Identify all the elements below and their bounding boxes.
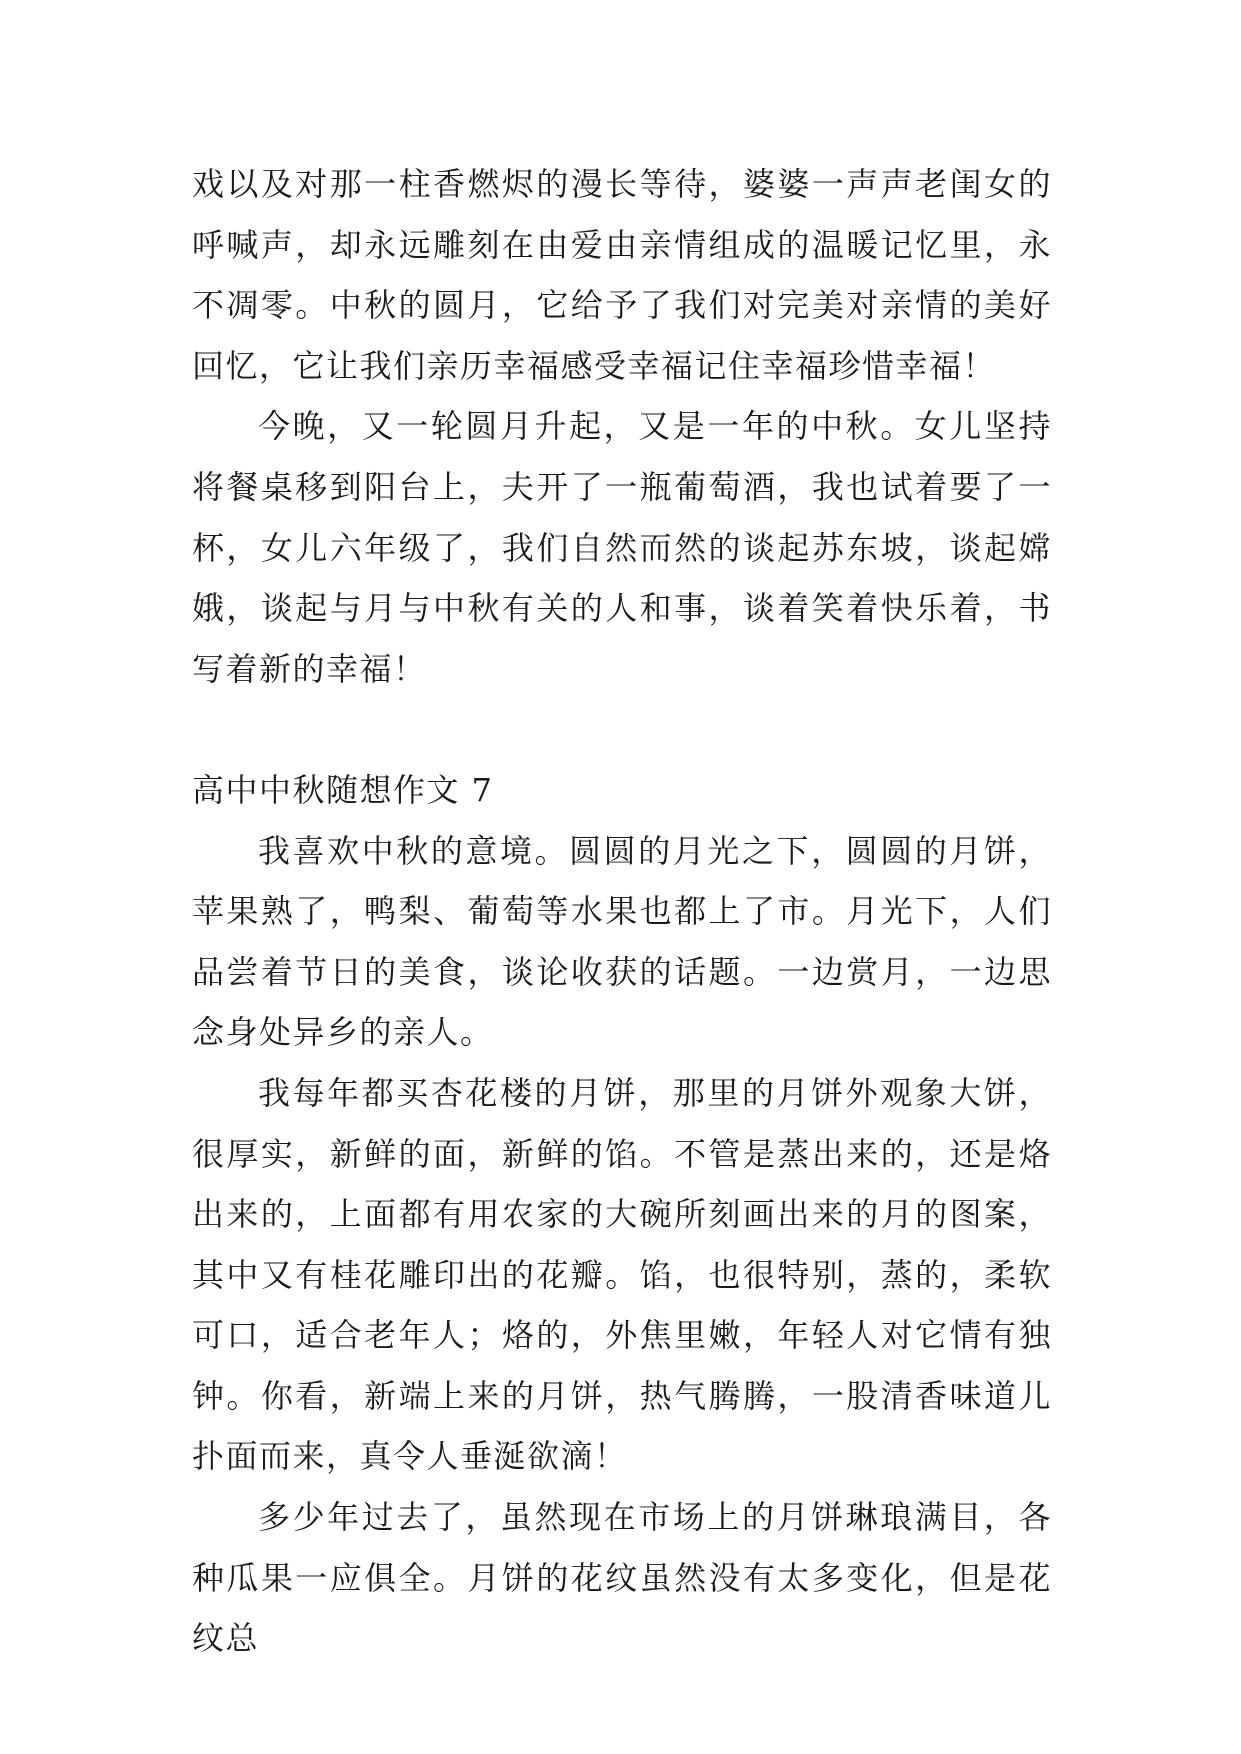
paragraph: 我喜欢中秋的意境。圆圆的月光之下，圆圆的月饼，苹果熟了，鸭梨、葡萄等水果也都上了市。月光下，人们品尝着节日的美食，谈论收获的话题。一边赏月，一边思念身处异乡的亲人。: [192, 831, 1052, 1052]
section-title: 高中中秋随想作文 7: [192, 770, 494, 809]
section-spacer: [192, 699, 1052, 760]
paragraph: 今晚，又一轮圆月升起，又是一年的中秋。女儿坚持将餐桌移到阳台上，夫开了一瓶葡萄酒，我也试着要了一杯，女儿六年级了，我们自然而然的谈起苏东坡，谈起嫦娥，谈起与月与中秋有关的人和事，谈着笑着快乐着，书写着新的幸福！: [192, 407, 1052, 688]
paragraph: 戏以及对那一柱香燃烬的漫长等待，婆婆一声声老闺女的呼喊声，却永远雕刻在由爱由亲情组成的温暖记忆里，永不凋零。中秋的圆月，它给予了我们对完美对亲情的美好回忆，它让我们亲历幸福感受幸福记住幸福珍惜幸福！: [192, 165, 1052, 385]
paragraph: 我每年都买杏花楼的月饼，那里的月饼外观象大饼，很厚实，新鲜的面，新鲜的馅。不管是蒸出来的，还是烙出来的，上面都有用农家的大碗所刻画出来的月的图案，其中又有桂花雕印出的花瓣。馅，也很特别，蒸的，柔软可口，适合老年人；烙的，外焦里嫩，年轻人对它情有独钟。你看，新端上来的月饼，热气腾腾，一股清香味道儿扑面而来，真令人垂涎欲滴！: [192, 1073, 1052, 1476]
paragraph: 多少年过去了，虽然现在市场上的月饼琳琅满目，各种瓜果一应俱全。月饼的花纹虽然没有太多变化，但是花纹总: [192, 1498, 1052, 1658]
document-body: [192, 154, 1052, 1669]
